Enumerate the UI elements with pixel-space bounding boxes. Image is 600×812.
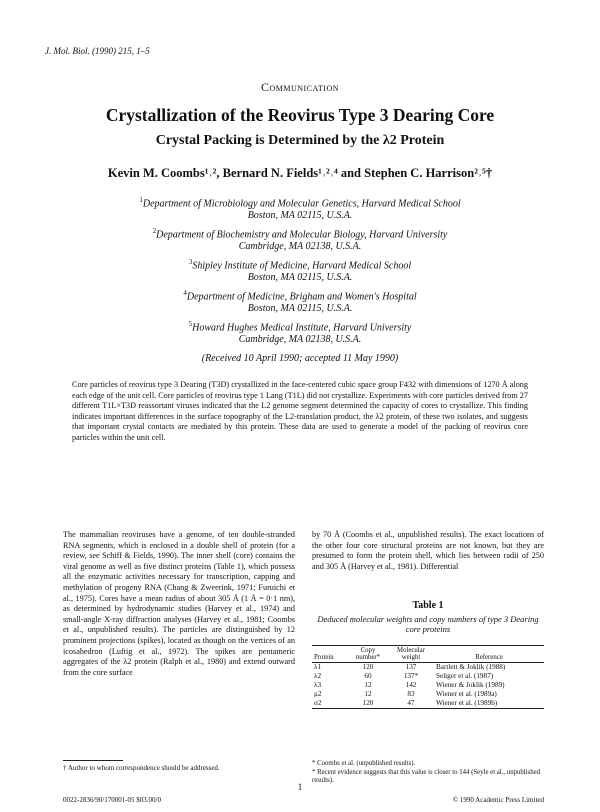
table-header-row [312,646,544,663]
affiliation-2 [0,225,600,253]
affiliation-line: Boston, MA 02115, U.S.A. [247,272,353,284]
table-cell: σ2 [314,699,322,707]
table-cell: Wiener & Joklik (1989) [436,681,505,689]
footnote: † Author to whom correspondence should be addressed. [63,764,220,772]
journal-reference: J. Mol. Biol. (1990) 215, 1–5 [45,46,150,56]
affiliation-line: Cambridge, MA 02138, U.S.A. [238,334,362,346]
affiliation-3 [0,256,600,284]
affiliation-line: Department of Biochemistry and Molecular Biology, Harvard University [156,229,448,241]
affiliation-line: Shipley Institute of Medicine, Harvard Medical School [192,260,412,272]
affiliation-number: 4 [183,289,187,297]
table-cell: Seliger et al. (1987) [436,672,494,680]
table-row [312,681,544,690]
table-caption: Deduced molecular weights and copy numbers of type 3 Dearing core proteins [317,614,539,634]
affiliation-line: Department of Medicine, Brigham and Women's Hospital [186,291,417,303]
affiliation-number: 5 [188,320,193,328]
table-cell: Wiener et al. (1989b) [436,699,498,707]
table-header-cell: Protein [314,654,334,661]
body-text-left-column: The mammalian reoviruses have a genome, of ten double-stranded RNA segments, which is enclosed in a double shell of protein (for a review, see Schiff & Fields, 1990). The inner shell (core) contains the viral genome as well as five distinct proteins (Table 1), which possess all the enzymatic activities necessary for transcription, capping and methylation of progeny RNA (Chang & Zweerink, 1971; Furuichi et al., 1975). Cores have a mean radius of about 305 Å (1 Å = 0·1 nm), as determined by hydrodynamic studies (Harvey et al., 1974) and small-angle X-ray diffraction analyses (Harvey et al., 1981; Coombs et al., unpublished results). The particles are distinguished by 12 prominent projections (spikes), located as though on the vertices of an icosahedron (Luftig et al., 1972). The spikes are pentameric aggregates of the λ2 protein (Ralph et al., 1980) and extend outward from the core surface [63,530,295,677]
table-cell: 47 [407,699,415,707]
section-label: Communication [260,80,340,94]
table-row [312,699,544,709]
paper-subtitle: Crystal Packing is Determined by the λ2 Protein [155,133,445,148]
affiliation-1 [0,194,600,222]
copyright: © 1990 Academic Press Limited [452,796,544,804]
table-row [312,672,544,681]
table-cell: λ1 [314,663,322,671]
article-code: 0022-2836/90/170001-05 $03.00/0 [63,796,161,804]
table-cell: Bartlett & Joklik (1988) [436,663,506,671]
affiliation-line: Cambridge, MA 02138, U.S.A. [238,241,362,253]
table-header-cell: Reference [475,654,503,661]
received-dates: (Received 10 April 1990; accepted 11 May 1990) [201,353,399,364]
affiliation-4 [0,287,600,315]
table-header-cell: Molecular weight [397,647,425,661]
table-cell: λ2 [314,672,322,680]
table-cell: 137* [403,672,419,680]
author-list: Kevin M. Coombs¹˒², Bernard N. Fields¹˒²˒⁴ and Stephen C. Harrison²˒⁵† [107,166,493,180]
page-number: 1 [297,782,303,792]
table-cell: 137 [405,663,417,671]
table-title: Table 1 [412,600,444,611]
table-cell: λ3 [314,681,322,689]
table-cell: 12 [364,681,372,689]
table-row [312,690,544,699]
table-cell: 142 [405,681,417,689]
affiliation-number: 3 [188,258,193,266]
table-note: * Coombs et al. (unpublished results). [312,760,416,767]
footnote-rule [63,760,123,761]
table-cell: 120 [362,663,374,671]
table-note: * Recent evidence suggests that this value is closer to 144 (Seyle et al., unpublished results). [312,768,541,784]
table-cell: 83 [407,690,415,698]
affiliation-5 [0,318,600,346]
affiliation-number: 1 [139,196,143,204]
table-cell: μ2 [314,690,322,698]
affiliation-line: Boston, MA 02115, U.S.A. [247,210,353,222]
affiliation-line: Howard Hughes Medical Institute, Harvard University [192,322,412,334]
affiliation-line: Department of Microbiology and Molecular Genetics, Harvard Medical School [142,198,461,210]
data-table [312,645,544,709]
table-header-cell: Copy number* [355,647,381,661]
affiliation-number: 2 [152,227,157,235]
table-cell: 12 [364,690,372,698]
table-cell: 60 [364,672,372,680]
paper-title: Crystallization of the Reovirus Type 3 Dearing Core [105,105,495,125]
table-cell: 120 [362,699,374,707]
table-row [312,663,544,673]
abstract: Core particles of reovirus type 3 Dearing (T3D) crystallized in the face-centered cubic space group F432 with dimensions of 1270 Å along each edge of the unit cell. Core particles of reovirus type 1 Lang (T1L) did not crystallize. Experiments with core particles derived from 27 different T1L×T3D reassortant viruses indicated that the L2 genome segment determined the capacity of cores to crystallize. This finding indicates important differences in the surface topography of the L2-translation product, the λ2 protein, of these two isolates, and suggests that important crystal contacts are mediated by this protein. These data are used to generate a model of the packing of reovirus core particles within the unit cell. [72,380,528,442]
table-cell: Wiener et al. (1989a) [436,690,497,698]
affiliation-line: Boston, MA 02115, U.S.A. [247,303,353,315]
body-text-right-column: by 70 Å (Coombs et al., unpublished results). The exact locations of the other four core structural proteins are not known, but they are presumed to form the protein shell, which lies between radii of 250 and 305 Å (Harvey et al., 1981). Differential [312,530,544,571]
